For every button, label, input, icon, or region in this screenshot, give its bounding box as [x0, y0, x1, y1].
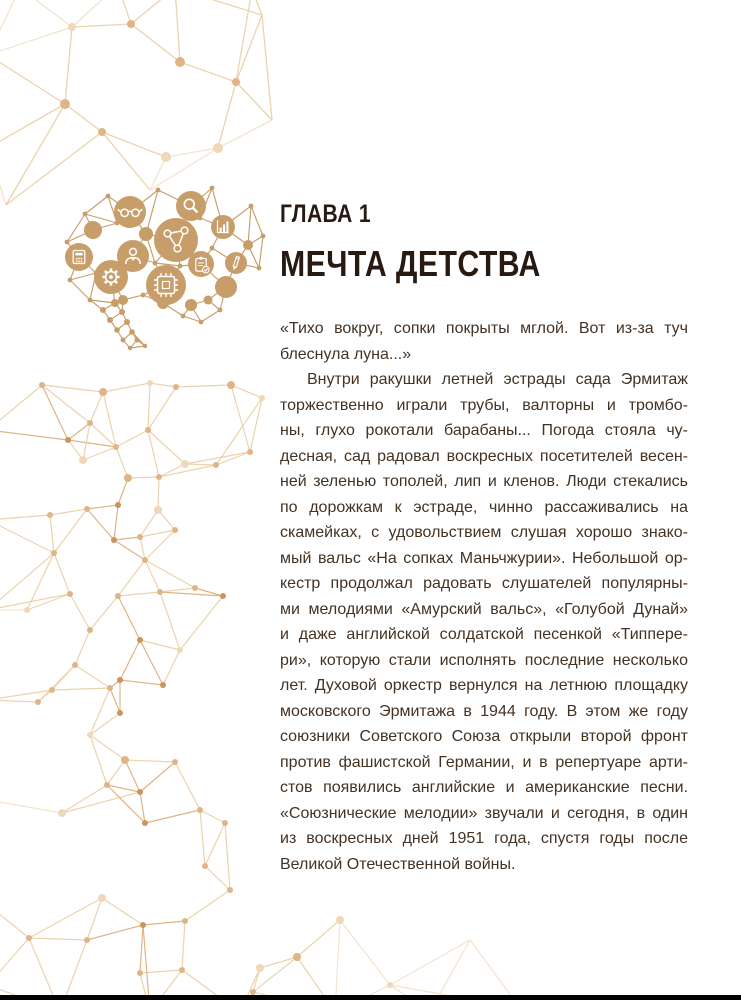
text-line: «Тихо вокруг, сопки покрыты мглой. Вот из-за туч [280, 320, 688, 337]
text-line: ней зеленью тополей, лип и кленов. Люди стекались [280, 473, 688, 490]
paragraph [280, 367, 688, 877]
text-line: «Союзнические мелодии» звучали и сегодня, в один [280, 804, 688, 822]
text-line: московского Эрмитажа в 1944 году. В этом же году [280, 702, 688, 720]
text-line: блеснула луна...» [280, 345, 412, 363]
body-text [280, 316, 688, 877]
text-line: ми мелодиями «Амурский вальс», «Голубой Дунай» [280, 600, 688, 618]
text-line: из воскресных дней 1951 года, спустя годы после [280, 830, 688, 847]
chapter-label: ГЛАВА 1 [280, 200, 372, 228]
text-line: лет. Духовой оркестр вернулся на летнюю площадку [280, 677, 688, 694]
brain-network-illustration [60, 178, 270, 358]
network-pattern-top-left [0, 0, 272, 205]
text-line: союзники Советского Союза открыли второй фронт [280, 728, 688, 745]
text-line: скамейках, с удовольствием слушая хорошо знако- [280, 524, 688, 541]
chapter-title: МЕЧТА ДЕТСТВА [280, 243, 541, 284]
text-line: мый вальс «На сопках Маньчжурии». Небольшой ор- [280, 549, 688, 567]
text-line: ри», которую стали исполнять последние несколько [280, 651, 688, 669]
gear-icon [102, 268, 119, 285]
page-bottom-border [0, 995, 741, 1000]
text-line: Великой Отечественной войны. [280, 855, 516, 873]
text-line: по дорожкам к эстраде, чинно рассаживались на [280, 498, 688, 516]
text-line: Внутри ракушки летней эстрады сада Эрмитаж [307, 371, 688, 388]
text-line: десная, сад радовал воскресных посетителей весен- [280, 447, 688, 465]
text-line: и даже английской солдатской песенкой «Типпере- [280, 626, 688, 643]
text-line: ны, глухо рокотали барабаны... Погода стояла чу- [280, 422, 688, 439]
text-line: против фашистской Германии, и в репертуаре арти- [280, 753, 688, 771]
text-line: торжественно играли трубы, валторны и тромбо- [280, 396, 688, 414]
paragraph [280, 316, 688, 367]
text-line: кестр продолжал радовать слушателей популярны- [280, 575, 688, 592]
text-line: стов появились английские и американские песни. [280, 779, 688, 796]
